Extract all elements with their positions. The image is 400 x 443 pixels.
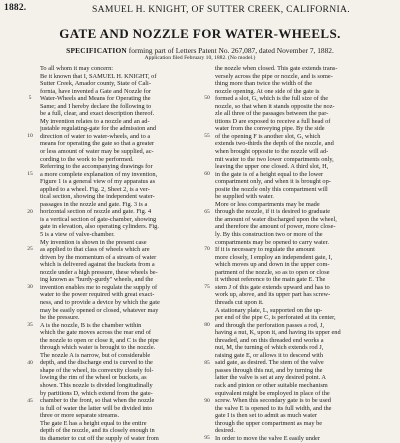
text-line: depth, and the discharge end is curved to the xyxy=(40,359,153,367)
text-line: the nozzle when closed. This gate extends trans- xyxy=(215,65,338,72)
text-line: means for operating the gate so that a greater xyxy=(40,140,155,148)
text-line: and through the perforation passes a rod, J, xyxy=(215,321,325,329)
text-line: raising gate E, or allows it to descend with xyxy=(215,351,323,359)
line-number: 80 xyxy=(204,322,210,329)
line-number: 15 xyxy=(27,170,33,177)
line-number: 90 xyxy=(204,397,210,404)
text-line: My invention is shown in the present case xyxy=(40,238,147,246)
text-line: which moves up and down in the upper com- xyxy=(215,261,330,269)
text-line: If it is necessary to regulate the amount xyxy=(215,246,315,254)
text-line: which the gate moves across the rear end of xyxy=(40,329,151,337)
text-line: thing more than twice the width of the xyxy=(215,80,313,88)
specification-lead: SPECIFICATION xyxy=(66,46,127,55)
text-line: nut, M, the turning of which extends rod J, xyxy=(215,344,324,352)
text-line: as applied to that class of wheels which are xyxy=(40,246,150,254)
left-text-column xyxy=(40,65,200,442)
text-line: ly. By this construction two or more of the xyxy=(215,231,323,239)
text-line: gate in elevation, also operating cylinders. Fig. xyxy=(40,223,159,231)
text-line: partment of the nozzle, so as to open or close xyxy=(215,268,330,276)
text-line: be the pressure. xyxy=(40,314,80,322)
text-line: Figure 1 is a general view of my apparatus as xyxy=(40,178,156,186)
text-line: and therefore the amount of power, more close- xyxy=(215,223,336,231)
text-line: The nozzle A is narrow, but of considerable xyxy=(40,351,151,359)
text-line: nozzle, so that when it stands opposite the noz- xyxy=(215,102,335,110)
text-line: 5 is a view of valve-chamber. xyxy=(40,231,115,239)
text-line: in the gate is of a height equal to the lower xyxy=(215,170,324,178)
text-line: be a full, clear, and exact description thereof. xyxy=(40,110,155,118)
text-line: compartment only, and when it is brought op- xyxy=(215,178,331,186)
text-line: shape of the wheel, its convexity closely fol- xyxy=(40,366,154,374)
text-line: A is the nozzle, B is the chamber within xyxy=(40,321,142,329)
text-line: In order to move the valve E easily under xyxy=(215,434,320,442)
text-line: leaving the upper one closed. A third slot, H, xyxy=(215,163,329,171)
text-line: of the opening F is another slot, G, which xyxy=(215,132,321,140)
text-line: be supplied with water. xyxy=(215,193,274,201)
document-title: GATE AND NOZZLE FOR WATER-WHEELS. xyxy=(59,26,341,41)
line-number: 95 xyxy=(204,435,210,442)
text-line: Water-Wheels and Means for Operating the xyxy=(40,95,151,103)
page-year: 1882. xyxy=(4,3,27,13)
text-line: A stationary plate, L, supported on the up- xyxy=(215,306,323,314)
text-line: threads cut upon it. xyxy=(215,298,264,306)
text-line: Sutter Creek, Amador county, State of Cali- xyxy=(40,80,151,88)
text-line: water to the power required with great exact- xyxy=(40,291,155,299)
text-line: compartments may be opened to carry water. xyxy=(215,238,329,246)
line-number: 75 xyxy=(204,284,210,291)
text-line: formed a slot, G, which is the full size of the xyxy=(215,95,329,103)
text-line: by partitions D, which extend from the gate- xyxy=(40,389,153,397)
text-line: Be it known that I, SAMUEL H. KNIGHT, of xyxy=(40,72,157,80)
text-line: work up, above, and its upper part has screw- xyxy=(215,291,331,299)
line-number: 35 xyxy=(27,322,33,329)
text-line: invention enables me to regulate the supply of xyxy=(40,283,158,291)
specification-details: forming part of Letters Patent No. 267,087, dated November 7, 1882. xyxy=(128,46,334,55)
line-number: 20 xyxy=(27,208,33,215)
text-line: More or less compartments may be made xyxy=(215,200,320,208)
text-line: passages in the nozzle and gate. Fig. 3 is a xyxy=(40,200,148,208)
text-line: ing known as "hurdy-gurdy" wheels, and the xyxy=(40,276,154,284)
line-number: 25 xyxy=(27,246,33,253)
text-line: lowing the rim of the wheel or buckets, as xyxy=(40,374,147,382)
text-line: the valve E is opened to its full width, and the xyxy=(215,404,332,412)
line-number: 50 xyxy=(204,95,210,102)
text-line: latter the valve is set at any desired point. A xyxy=(215,374,326,382)
text-line: three or more separate streams. xyxy=(40,412,120,420)
line-number: 55 xyxy=(204,133,210,140)
line-number: 5 xyxy=(28,95,32,102)
text-line: tical section, showing the independent water- xyxy=(40,193,155,201)
text-line: nozzle under a high pressure, these wheels be- xyxy=(40,268,158,276)
text-line: mit water to the two lower compartments only, xyxy=(215,155,334,163)
text-line: water from the conveying pipe. By the side xyxy=(215,125,325,133)
text-line: more closely, I employ an independent gate, I, xyxy=(215,253,333,261)
text-line: per end of the pipe C, is perforated at its center, xyxy=(215,314,336,322)
text-line: ness, and to provide a device by which the gate xyxy=(40,298,160,306)
text-line: or less amount of water may be supplied, ac- xyxy=(40,148,154,156)
text-line: nozzle opening. At one side of the gate is xyxy=(215,87,320,95)
text-line: equivalent might be employed in place of the xyxy=(215,389,330,397)
text-line: rack and pinion or other suitable mechanism xyxy=(215,381,328,389)
text-line: The gate E has a height equal to the entire xyxy=(40,419,147,427)
text-line: Referring to the accompanying drawings for xyxy=(40,163,153,171)
text-line: may be easily opened or closed, whatever may xyxy=(40,306,159,314)
text-line: is full of water the latter will be divided into xyxy=(40,404,153,412)
line-number: 45 xyxy=(27,397,33,404)
text-line: a more complete explanation of my invention, xyxy=(40,170,158,178)
specification-line xyxy=(0,46,400,55)
text-line: gate I is then set to admit as much water xyxy=(215,412,317,420)
text-line: having a nut, K, upon it, and having its upper end xyxy=(215,329,341,337)
text-line: desired. xyxy=(215,427,235,435)
text-line: it without reference to the main gate E. The xyxy=(215,276,326,284)
text-line: the nozzle to open or close it, and C is the pipe xyxy=(40,336,159,344)
text-line: applied to a wheel. Fig. 2, Sheet 2, is a ver- xyxy=(40,185,150,193)
line-number: 30 xyxy=(27,284,33,291)
text-line: through which water is brought to the nozzle. xyxy=(40,344,156,352)
line-number: 40 xyxy=(27,359,33,366)
text-line: shown. This nozzle is divided longitudinally xyxy=(40,381,153,389)
line-number: 70 xyxy=(204,246,210,253)
text-line: posite the nozzle only this compartment will xyxy=(215,185,328,193)
text-line: is a vertical section of gate-chamber, showing xyxy=(40,215,157,223)
line-number: 85 xyxy=(204,359,210,366)
text-line: when brought opposite to the nozzle will ad- xyxy=(215,148,329,156)
text-line: cording to the work to be performed. xyxy=(40,155,134,163)
text-line: screw. When this secondary gate is to be used xyxy=(215,397,331,405)
text-line: driven by the momentum of a stream of water xyxy=(40,253,157,261)
text-line: threaded, and on this threaded end works a xyxy=(215,336,324,344)
text-line: said gate, as desired. The stem of the valve xyxy=(215,359,324,367)
text-line: versely across the pipe or nozzle, and is some- xyxy=(215,72,333,80)
line-number: 65 xyxy=(204,208,210,215)
text-line: chamber to the front, so that when the nozzle xyxy=(40,397,155,405)
text-line: titions D are exposed to receive a full head of xyxy=(215,117,331,125)
text-line: extends two-thirds the depth of the nozzle, and xyxy=(215,140,334,148)
text-line: the amount of water discharged upon the wheel, xyxy=(215,215,337,223)
text-line: stem J of this gate extends upward and has to xyxy=(215,283,330,291)
text-line: Same; and I hereby declare the following to xyxy=(40,102,152,110)
running-title: SAMUEL H. KNIGHT, OF SUTTER CREEK, CALIFORNIA. xyxy=(92,4,350,15)
text-line: passes through this nut, and by turning the xyxy=(215,366,323,374)
text-line: My invention relates to a nozzle and an ad- xyxy=(40,117,150,125)
text-line: fornia, have invented a Gate and Nozzle for xyxy=(40,87,151,95)
text-line: through the upper compartment as may be xyxy=(215,419,323,427)
line-number: 60 xyxy=(204,170,210,177)
right-text-column xyxy=(215,65,375,442)
text-line: through the nozzle, if it is desired to graduate xyxy=(215,208,331,216)
text-line: zle all three of the passages between the par- xyxy=(215,110,329,118)
application-line: Application filed February 10, 1882. (No model.) xyxy=(144,55,256,61)
line-number: 10 xyxy=(27,133,33,140)
text-line: its diameter to cut off the supply of water from xyxy=(40,434,159,442)
text-line: direction of water to water-wheels, and to a xyxy=(40,132,151,140)
text-line: horizontal section of nozzle and gate. Fig. 4 xyxy=(40,208,152,216)
text-line: depth of the nozzle, and its closely enough in xyxy=(40,427,155,435)
text-line: justable regulating-gate for the admission and xyxy=(40,125,157,133)
text-line: which is delivered against the buckets from a xyxy=(40,261,155,269)
text-line: To all whom it may concern: xyxy=(40,65,114,72)
